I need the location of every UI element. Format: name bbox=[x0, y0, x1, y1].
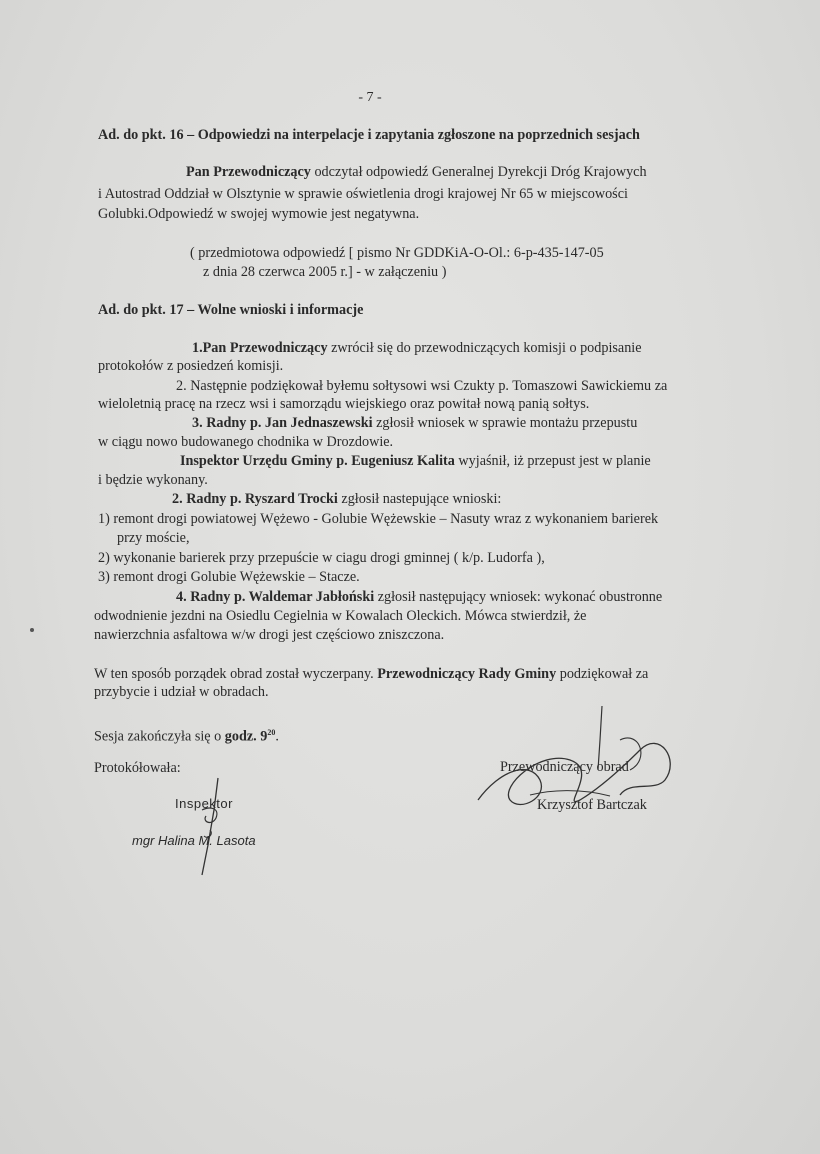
text: zwrócił się do przewodniczących komisji o podpisanie bbox=[327, 340, 642, 356]
s17-item-2-line-1: 2. Następnie podziękował byłemu sołtysowi wsi Czukty p. Tomaszowi Sawickiemu za bbox=[176, 378, 668, 394]
scan-speck bbox=[30, 628, 34, 632]
s16-paragraph-line-1 bbox=[186, 164, 647, 181]
s16-paragraph-line-2: i Autostrad Oddział w Olsztynie w sprawie oświetlenia drogi krajowej Nr 65 w miejscowości bbox=[98, 186, 628, 202]
s16-note-line-1: ( przedmiotowa odpowiedź [ pismo Nr GDDKiA-O-Ol.: 6-p-435-147-05 bbox=[190, 245, 604, 261]
text: zgłosił następujący wniosek: wykonać obustronne bbox=[374, 589, 663, 605]
chair-title: Przewodniczący obrad bbox=[500, 759, 629, 775]
s17-item-3-line-2: w ciągu nowo budowanego chodnika w Drozdowie. bbox=[98, 434, 394, 450]
s17-item-3b-line-2: i będzie wykonany. bbox=[98, 472, 208, 488]
s17-item-2-line-2: wieloletnią pracę na rzecz wsi i samorządu wiejskiego oraz powitał nową panią sołtys. bbox=[98, 396, 590, 412]
council-chair: Przewodniczący Rady Gminy bbox=[377, 666, 557, 682]
s16-paragraph-line-3: Golubki.Odpowiedź w swojej wymowie jest negatywna. bbox=[98, 206, 420, 222]
speaker-name: 1.Pan Przewodniczący bbox=[192, 340, 328, 356]
chair-signature bbox=[470, 700, 690, 830]
closing-line-2: przybycie i udział w obradach. bbox=[94, 684, 269, 700]
recorder-name: mgr Halina M. Lasota bbox=[132, 833, 256, 848]
s17-item-3-line-1 bbox=[192, 415, 637, 432]
s17-item-5-line-1 bbox=[176, 589, 662, 606]
text: . bbox=[275, 728, 279, 745]
s17-item-1-line-2: protokołów z posiedzeń komisji. bbox=[98, 358, 284, 374]
end-time-minutes: 20 bbox=[267, 728, 276, 737]
closing-line-1 bbox=[94, 666, 648, 683]
speaker-name: 3. Radny p. Jan Jednaszewski bbox=[192, 415, 373, 431]
recorder-label: Protokółowała: bbox=[94, 760, 181, 776]
text: Sesja zakończyła się o bbox=[94, 728, 225, 745]
session-end bbox=[94, 724, 279, 746]
speaker-name: Inspektor Urzędu Gminy p. Eugeniusz Kalita bbox=[180, 453, 455, 469]
text: odczytał odpowiedź Generalnej Dyrekcji Dróg Krajowych bbox=[310, 164, 647, 180]
recorder-title: Inspektor bbox=[175, 796, 233, 811]
text: zgłosił nastepujące wnioski: bbox=[337, 491, 502, 507]
speaker-name: 4. Radny p. Waldemar Jabłoński bbox=[176, 589, 375, 605]
s17-item-4-line-1 bbox=[172, 491, 501, 508]
text: podziękował za bbox=[556, 666, 649, 682]
s16-note-line-2: z dnia 28 czerwca 2005 r.] - w załączeniu ) bbox=[203, 264, 447, 280]
s17-item-3b-line-1 bbox=[180, 453, 651, 470]
chair-name: Krzysztof Bartczak bbox=[537, 797, 647, 813]
speaker-name: Pan Przewodniczący bbox=[186, 164, 311, 180]
s17-item-4-list-2: 2) wykonanie barierek przy przepuście w ciagu drogi gminnej ( k/p. Ludorfa ), bbox=[98, 550, 545, 566]
section-16-heading: Ad. do pkt. 16 – Odpowiedzi na interpelacje i zapytania zgłoszone na poprzednich sesjach bbox=[98, 127, 640, 143]
s17-item-4-list-1-cont: przy moście, bbox=[117, 530, 190, 546]
s17-item-5-line-3: nawierzchnia asfaltowa w/w drogi jest częściowo zniszczona. bbox=[94, 627, 445, 643]
s17-item-4-list-3: 3) remont drogi Golubie Wężewskie – Stacze. bbox=[98, 569, 360, 585]
s17-item-5-line-2: odwodnienie jezdni na Osiedlu Cegielnia w Kowalach Oleckich. Mówca stwierdził, że bbox=[94, 608, 587, 624]
text: wyjaśnił, iż przepust jest w planie bbox=[454, 453, 651, 469]
text: W ten sposób porządek obrad został wyczerpany. bbox=[94, 666, 378, 682]
end-time: godz. 9 bbox=[224, 728, 268, 745]
speaker-name: 2. Radny p. Ryszard Trocki bbox=[172, 491, 338, 507]
s17-item-4-list-1: 1) remont drogi powiatowej Wężewo - Golubie Wężewskie – Nasuty wraz z wykonaniem barierek bbox=[98, 511, 659, 527]
recorder-signature bbox=[180, 770, 240, 890]
text: zgłosił wniosek w sprawie montażu przepustu bbox=[372, 415, 638, 431]
s17-item-1-line-1 bbox=[192, 340, 642, 357]
section-17-heading: Ad. do pkt. 17 – Wolne wnioski i informacje bbox=[98, 302, 364, 318]
page-number: - 7 - bbox=[358, 90, 382, 105]
